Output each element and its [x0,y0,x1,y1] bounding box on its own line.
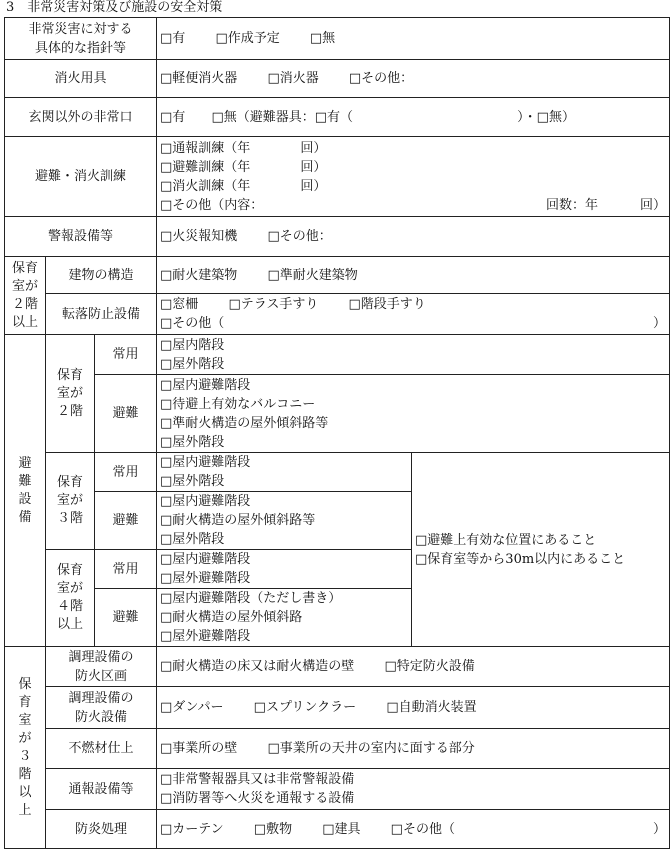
checkbox-sprinkler[interactable]: □スプリンクラー [253,700,357,715]
options-cooking-fire-equipment [157,687,670,729]
checkbox-f4-indoor-evac-stair-proviso[interactable]: □屋内避難階段（ただし書き） [160,591,342,606]
checkbox-fall-other[interactable]: □その他（ ） [160,316,667,331]
checkbox-other-drill[interactable]: □その他（内容： 回数：年 回） [160,197,667,213]
label-evac-f3: 保育 室が ３階 [46,453,95,550]
row-alarm [5,217,670,257]
checkbox-curtain[interactable]: □カーテン [160,821,224,837]
checkbox-fireproof-other[interactable]: □その他（ [390,821,455,837]
checkbox-f3-outdoor-stair-escape[interactable]: □屋外階段 [160,532,225,547]
row-emergency-exit [5,98,670,137]
checkbox-damper[interactable]: □ダンパー [160,700,224,715]
label-emergency-exit: 玄関以外の非常口 [5,98,157,137]
checkbox-f2-indoor-stair[interactable]: □屋内階段 [160,337,225,353]
checkbox-f4-outdoor-evac-stair-escape[interactable]: □屋外避難階段 [160,629,251,644]
label-evac-f4-normal: 常用 [95,550,157,589]
checkbox-report-drill[interactable]: □通報訓練（年 回） [160,140,327,156]
label-building-structure: 建物の構造 [46,257,157,294]
checkbox-f2-semi-fireproof-ramp[interactable]: □準耐火構造の屋外傾斜路等 [160,415,329,431]
checkbox-f2-indoor-evac-stair[interactable]: □屋内避難階段 [160,377,251,393]
options-extinguisher [157,60,670,98]
label-cooking-fire-section: 調理設備の 防火区画 [46,647,157,687]
checkbox-exit-yes[interactable]: □有 [160,109,186,125]
checkbox-policy-yes[interactable]: □有 [160,31,186,46]
options-fall-prevention [157,294,670,335]
checkbox-office-wall[interactable]: □事業所の壁 [160,741,238,756]
label-fireproof-treatment: 防炎処理 [46,810,157,849]
label-fall-prevention: 転落防止設備 [46,294,157,335]
row-cooking-fire-section [5,647,670,687]
options-noncombustible-finish [157,729,670,769]
checkbox-evac-tool-no[interactable]: ）・□無） [517,109,575,125]
checkbox-emergency-alarm[interactable]: □非常警報器具又は非常警報設備 [160,772,355,787]
options-evac-f2-escape [157,375,670,453]
options-alarm [157,217,670,257]
row-report-equipment [5,769,670,810]
checkbox-semi-fireproof-building[interactable]: □準耐火建築物 [267,267,358,283]
label-noncombustible-finish: 不燃材仕上 [46,729,157,769]
row-extinguisher [5,60,670,98]
label-alarm: 警報設備等 [5,217,157,257]
row-fireproof-treatment [5,810,670,849]
options-report-equipment [157,769,670,810]
label-evac-f3-normal: 常用 [95,453,157,492]
options-evac-f4-normal [157,550,412,589]
checkbox-f3-indoor-evac-stair-escape[interactable]: □屋内避難階段 [160,494,251,509]
options-drills [157,137,670,217]
checkbox-f2-outdoor-stair[interactable]: □屋外階段 [160,356,225,372]
label-evac-f2: 保育 室が ２階 [46,335,95,453]
checkbox-alarm-other[interactable]: □その他： [267,229,332,244]
label-floor2-side: 保育 室が ２階 以上 [5,257,46,335]
checkbox-fireproof-floor-wall[interactable]: □耐火構造の床又は耐火構造の壁 [160,659,355,674]
checkbox-evacuation-drill[interactable]: □避難訓練（年 回） [160,159,327,175]
label-floor3-side: 保 育 室 が ３ 階 以 上 [5,647,46,849]
checkbox-extinguisher[interactable]: □消火器 [267,71,319,86]
label-evac-f3-escape: 避難 [95,492,157,550]
checkbox-exit-no[interactable]: □無（避難器具：□有（ [211,109,354,125]
row-policy [5,18,670,60]
fireproof-other-close: ） [653,821,667,837]
label-policy: 非常災害に対する 具体的な指針等 [5,18,157,60]
options-fireproof-treatment [157,810,670,849]
label-cooking-fire-equipment: 調理設備の 防火設備 [46,687,157,729]
checkbox-fireproof-building[interactable]: □耐火建築物 [160,267,238,283]
checkbox-extinguisher-other[interactable]: □その他： [348,71,414,86]
options-evac-f4-escape [157,589,412,647]
checkbox-f2-outdoor-stair-escape[interactable]: □屋外階段 [160,434,225,450]
row-evac-f2-escape [5,375,670,453]
options-cooking-fire-section [157,647,670,687]
checkbox-f4-outdoor-evac-stair[interactable]: □屋外避難階段 [160,571,251,586]
row-noncombustible-finish [5,729,670,769]
checkbox-fire-alarm[interactable]: □火災報知機 [160,229,238,244]
row-building-structure [5,257,670,294]
checkbox-office-ceiling[interactable]: □事業所の天井の室内に面する部分 [267,741,475,756]
options-evac-f3-normal [157,453,412,492]
checkbox-carpet[interactable]: □敷物 [253,821,293,837]
checkbox-terrace-rail[interactable]: □テラス手すり [228,297,319,312]
checkbox-within-30m[interactable]: □保育室等から30m以内にあること [415,551,626,567]
row-fall-prevention [5,294,670,335]
row-evac-f2-normal [5,335,670,375]
label-evac-side: 避 難 設 備 [5,335,46,647]
row-evac-f3-normal [5,453,670,492]
checkbox-fittings[interactable]: □建具 [322,821,361,837]
row-cooking-fire-equipment [5,687,670,729]
checkbox-fire-dept-report[interactable]: □消防署等へ火災を通報する設備 [160,791,355,806]
options-evac-location [412,453,670,647]
checkbox-f2-balcony[interactable]: □待避上有効なバルコニー [160,396,316,412]
checkbox-stair-rail[interactable]: □階段手すり [348,297,426,312]
label-evac-f4: 保育 室が ４階 以上 [46,550,95,647]
label-extinguisher: 消火用具 [5,60,157,98]
options-building-structure [157,257,670,294]
options-policy [157,18,670,60]
checkbox-f3-outdoor-stair[interactable]: □屋外階段 [160,474,225,489]
label-evac-f2-normal: 常用 [95,335,157,375]
checkbox-auto-extinguisher[interactable]: □自動消火装置 [386,700,477,715]
checkbox-policy-planned[interactable]: □作成予定 [215,31,280,46]
safety-measures-table [4,17,670,849]
options-evac-f2-normal [157,335,670,375]
label-drills: 避難・消火訓練 [5,137,157,217]
checkbox-window-rail[interactable]: □窓柵 [160,297,199,312]
checkbox-f4-fireproof-ramp[interactable]: □耐火構造の屋外傾斜路 [160,610,303,625]
checkbox-f3-fireproof-ramp[interactable]: □耐火構造の屋外傾斜路等 [160,513,316,528]
label-report-equipment: 通報設備等 [46,769,157,810]
row-drills [5,137,670,217]
checkbox-specified-fire-equipment[interactable]: □特定防火設備 [384,659,475,674]
section-title: 3 非常災害対策及び施設の安全対策 [6,0,223,15]
options-evac-f3-escape [157,492,412,550]
checkbox-f4-indoor-evac-stair[interactable]: □屋内避難階段 [160,552,251,567]
checkbox-policy-no[interactable]: □無 [309,31,336,46]
checkbox-fire-drill[interactable]: □消火訓練（年 回） [160,178,327,194]
label-evac-f4-escape: 避難 [95,589,157,647]
checkbox-effective-location[interactable]: □避難上有効な位置にあること [415,532,597,548]
checkbox-f3-indoor-evac-stair[interactable]: □屋内避難階段 [160,455,251,470]
label-evac-f2-escape: 避難 [95,375,157,453]
options-emergency-exit [157,98,670,137]
checkbox-portable-extinguisher[interactable]: □軽便消火器 [160,71,238,86]
